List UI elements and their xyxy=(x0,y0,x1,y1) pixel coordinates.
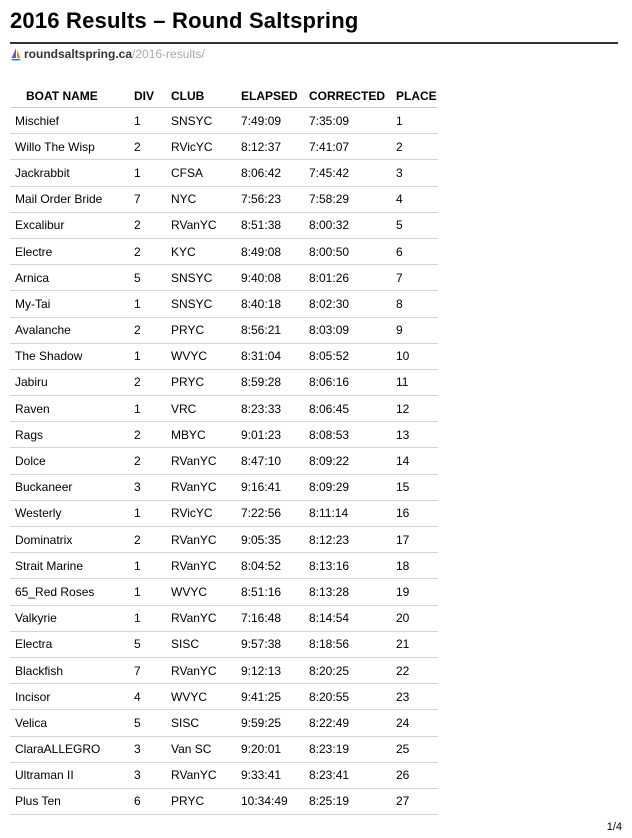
div-cell: 7 xyxy=(129,657,166,683)
boat-name-cell: Dominatrix xyxy=(10,527,129,553)
corrected-cell: 8:22:49 xyxy=(304,710,391,736)
elapsed-cell: 9:01:23 xyxy=(236,422,304,448)
club-cell: WVYC xyxy=(166,579,236,605)
place-cell: 23 xyxy=(391,684,438,710)
table-row xyxy=(10,134,438,160)
corrected-cell: 7:35:09 xyxy=(304,108,391,134)
div-cell: 1 xyxy=(129,579,166,605)
elapsed-cell: 9:59:25 xyxy=(236,710,304,736)
elapsed-cell: 8:59:28 xyxy=(236,369,304,395)
table-row xyxy=(10,160,438,186)
boat-name-cell: Dolce xyxy=(10,448,129,474)
place-cell: 19 xyxy=(391,579,438,605)
corrected-cell: 8:05:52 xyxy=(304,343,391,369)
table-row xyxy=(10,186,438,212)
boat-name-cell: Electre xyxy=(10,238,129,264)
elapsed-cell: 8:12:37 xyxy=(236,134,304,160)
source-path: /2016-results/ xyxy=(132,47,205,61)
div-cell: 3 xyxy=(129,736,166,762)
table-row xyxy=(10,291,438,317)
page-title: 2016 Results – Round Saltspring xyxy=(10,8,359,33)
boat-name-cell: My-Tai xyxy=(10,291,129,317)
elapsed-cell: 7:16:48 xyxy=(236,605,304,631)
elapsed-cell: 8:31:04 xyxy=(236,343,304,369)
column-header-elapsed: ELAPSED xyxy=(236,84,304,108)
boat-name-cell: Incisor xyxy=(10,684,129,710)
column-header-club: CLUB xyxy=(166,84,236,108)
elapsed-cell: 8:56:21 xyxy=(236,317,304,343)
club-cell: CFSA xyxy=(166,160,236,186)
elapsed-cell: 8:06:42 xyxy=(236,160,304,186)
div-cell: 2 xyxy=(129,317,166,343)
div-cell: 6 xyxy=(129,788,166,814)
table-row xyxy=(10,736,438,762)
column-header-corrected: CORRECTED xyxy=(304,84,391,108)
corrected-cell: 8:12:23 xyxy=(304,527,391,553)
boat-name-cell: Plus Ten xyxy=(10,788,129,814)
club-cell: RVanYC xyxy=(166,448,236,474)
table-row xyxy=(10,108,438,134)
table-row xyxy=(10,527,438,553)
corrected-cell: 8:06:16 xyxy=(304,369,391,395)
place-cell: 11 xyxy=(391,369,438,395)
div-cell: 3 xyxy=(129,762,166,788)
corrected-cell: 8:11:14 xyxy=(304,500,391,526)
div-cell: 1 xyxy=(129,396,166,422)
div-cell: 4 xyxy=(129,684,166,710)
div-cell: 1 xyxy=(129,291,166,317)
source-link[interactable] xyxy=(10,47,205,61)
table-row xyxy=(10,762,438,788)
corrected-cell: 8:00:50 xyxy=(304,238,391,264)
place-cell: 5 xyxy=(391,212,438,238)
column-header-boat-name: BOAT NAME xyxy=(10,84,129,108)
corrected-cell: 8:09:29 xyxy=(304,474,391,500)
elapsed-cell: 9:40:08 xyxy=(236,265,304,291)
boat-name-cell: ClaraALLEGRO xyxy=(10,736,129,762)
boat-name-cell: The Shadow xyxy=(10,343,129,369)
place-cell: 4 xyxy=(391,186,438,212)
table-row xyxy=(10,369,438,395)
boat-name-cell: Jabiru xyxy=(10,369,129,395)
place-cell: 24 xyxy=(391,710,438,736)
corrected-cell: 8:13:28 xyxy=(304,579,391,605)
table-row xyxy=(10,396,438,422)
elapsed-cell: 7:22:56 xyxy=(236,500,304,526)
corrected-cell: 8:14:54 xyxy=(304,605,391,631)
place-cell: 26 xyxy=(391,762,438,788)
corrected-cell: 7:45:42 xyxy=(304,160,391,186)
place-cell: 1 xyxy=(391,108,438,134)
place-cell: 3 xyxy=(391,160,438,186)
club-cell: RVanYC xyxy=(166,527,236,553)
elapsed-cell: 10:34:49 xyxy=(236,788,304,814)
title-divider xyxy=(10,42,618,44)
club-cell: RVicYC xyxy=(166,134,236,160)
column-header-div: DIV xyxy=(129,84,166,108)
club-cell: WVYC xyxy=(166,684,236,710)
div-cell: 3 xyxy=(129,474,166,500)
elapsed-cell: 8:47:10 xyxy=(236,448,304,474)
place-cell: 18 xyxy=(391,553,438,579)
club-cell: RVanYC xyxy=(166,605,236,631)
corrected-cell: 7:58:29 xyxy=(304,186,391,212)
corrected-cell: 8:23:41 xyxy=(304,762,391,788)
corrected-cell: 8:03:09 xyxy=(304,317,391,343)
corrected-cell: 8:01:26 xyxy=(304,265,391,291)
div-cell: 2 xyxy=(129,134,166,160)
club-cell: PRYC xyxy=(166,369,236,395)
place-cell: 14 xyxy=(391,448,438,474)
table-row xyxy=(10,657,438,683)
div-cell: 2 xyxy=(129,238,166,264)
table-row xyxy=(10,710,438,736)
page-number: 1/4 xyxy=(606,821,622,833)
boat-name-cell: Excalibur xyxy=(10,212,129,238)
club-cell: PRYC xyxy=(166,788,236,814)
div-cell: 5 xyxy=(129,710,166,736)
boat-name-cell: Westerly xyxy=(10,500,129,526)
corrected-cell: 7:41:07 xyxy=(304,134,391,160)
elapsed-cell: 7:56:23 xyxy=(236,186,304,212)
club-cell: RVanYC xyxy=(166,553,236,579)
boat-name-cell: Willo The Wisp xyxy=(10,134,129,160)
div-cell: 5 xyxy=(129,631,166,657)
div-cell: 1 xyxy=(129,108,166,134)
place-cell: 27 xyxy=(391,788,438,814)
boat-name-cell: Rags xyxy=(10,422,129,448)
elapsed-cell: 8:49:08 xyxy=(236,238,304,264)
club-cell: PRYC xyxy=(166,317,236,343)
elapsed-cell: 7:49:09 xyxy=(236,108,304,134)
elapsed-cell: 8:51:38 xyxy=(236,212,304,238)
table-row xyxy=(10,317,438,343)
place-cell: 21 xyxy=(391,631,438,657)
corrected-cell: 8:13:16 xyxy=(304,553,391,579)
place-cell: 7 xyxy=(391,265,438,291)
place-cell: 10 xyxy=(391,343,438,369)
div-cell: 2 xyxy=(129,212,166,238)
club-cell: RVanYC xyxy=(166,657,236,683)
club-cell: NYC xyxy=(166,186,236,212)
div-cell: 2 xyxy=(129,422,166,448)
div-cell: 7 xyxy=(129,186,166,212)
club-cell: SNSYC xyxy=(166,265,236,291)
table-row xyxy=(10,605,438,631)
table-row xyxy=(10,238,438,264)
elapsed-cell: 9:12:13 xyxy=(236,657,304,683)
club-cell: KYC xyxy=(166,238,236,264)
club-cell: RVanYC xyxy=(166,212,236,238)
club-cell: SNSYC xyxy=(166,108,236,134)
table-row xyxy=(10,788,438,814)
div-cell: 1 xyxy=(129,343,166,369)
boat-name-cell: Raven xyxy=(10,396,129,422)
table-row xyxy=(10,448,438,474)
boat-name-cell: Avalanche xyxy=(10,317,129,343)
boat-name-cell: Electra xyxy=(10,631,129,657)
table-row xyxy=(10,343,438,369)
table-row xyxy=(10,212,438,238)
table-row xyxy=(10,684,438,710)
place-cell: 13 xyxy=(391,422,438,448)
corrected-cell: 8:20:55 xyxy=(304,684,391,710)
place-cell: 25 xyxy=(391,736,438,762)
place-cell: 16 xyxy=(391,500,438,526)
column-header-place: PLACE xyxy=(391,84,438,108)
corrected-cell: 8:09:22 xyxy=(304,448,391,474)
club-cell: VRC xyxy=(166,396,236,422)
boat-name-cell: Mail Order Bride xyxy=(10,186,129,212)
div-cell: 2 xyxy=(129,527,166,553)
table-header-row xyxy=(10,84,438,108)
boat-name-cell: 65_Red Roses xyxy=(10,579,129,605)
results-body xyxy=(10,108,438,815)
corrected-cell: 8:23:19 xyxy=(304,736,391,762)
corrected-cell: 8:02:30 xyxy=(304,291,391,317)
source-domain: roundsaltspring.ca xyxy=(24,47,133,61)
div-cell: 1 xyxy=(129,500,166,526)
corrected-cell: 8:20:25 xyxy=(304,657,391,683)
corrected-cell: 8:08:53 xyxy=(304,422,391,448)
table-row xyxy=(10,579,438,605)
elapsed-cell: 8:40:18 xyxy=(236,291,304,317)
elapsed-cell: 8:23:33 xyxy=(236,396,304,422)
results-table xyxy=(10,84,438,815)
div-cell: 1 xyxy=(129,605,166,631)
club-cell: MBYC xyxy=(166,422,236,448)
table-row xyxy=(10,422,438,448)
elapsed-cell: 9:41:25 xyxy=(236,684,304,710)
boat-name-cell: Velica xyxy=(10,710,129,736)
place-cell: 20 xyxy=(391,605,438,631)
boat-name-cell: Blackfish xyxy=(10,657,129,683)
elapsed-cell: 9:05:35 xyxy=(236,527,304,553)
boat-name-cell: Arnica xyxy=(10,265,129,291)
club-cell: Van SC xyxy=(166,736,236,762)
place-cell: 6 xyxy=(391,238,438,264)
club-cell: SISC xyxy=(166,710,236,736)
table-row xyxy=(10,553,438,579)
place-cell: 22 xyxy=(391,657,438,683)
place-cell: 9 xyxy=(391,317,438,343)
table-row xyxy=(10,474,438,500)
elapsed-cell: 8:51:16 xyxy=(236,579,304,605)
club-cell: RVanYC xyxy=(166,762,236,788)
corrected-cell: 8:06:45 xyxy=(304,396,391,422)
place-cell: 2 xyxy=(391,134,438,160)
div-cell: 2 xyxy=(129,448,166,474)
elapsed-cell: 9:16:41 xyxy=(236,474,304,500)
table-row xyxy=(10,500,438,526)
place-cell: 15 xyxy=(391,474,438,500)
elapsed-cell: 9:20:01 xyxy=(236,736,304,762)
corrected-cell: 8:18:56 xyxy=(304,631,391,657)
elapsed-cell: 8:04:52 xyxy=(236,553,304,579)
boat-name-cell: Jackrabbit xyxy=(10,160,129,186)
place-cell: 8 xyxy=(391,291,438,317)
club-cell: SNSYC xyxy=(166,291,236,317)
elapsed-cell: 9:33:41 xyxy=(236,762,304,788)
boat-name-cell: Valkyrie xyxy=(10,605,129,631)
table-row xyxy=(10,631,438,657)
place-cell: 17 xyxy=(391,527,438,553)
div-cell: 1 xyxy=(129,160,166,186)
div-cell: 5 xyxy=(129,265,166,291)
club-cell: SISC xyxy=(166,631,236,657)
club-cell: RVanYC xyxy=(166,474,236,500)
boat-name-cell: Ultraman II xyxy=(10,762,129,788)
boat-name-cell: Buckaneer xyxy=(10,474,129,500)
corrected-cell: 8:25:19 xyxy=(304,788,391,814)
elapsed-cell: 9:57:38 xyxy=(236,631,304,657)
corrected-cell: 8:00:32 xyxy=(304,212,391,238)
div-cell: 1 xyxy=(129,553,166,579)
table-row xyxy=(10,265,438,291)
boat-name-cell: Mischief xyxy=(10,108,129,134)
place-cell: 12 xyxy=(391,396,438,422)
club-cell: RVicYC xyxy=(166,500,236,526)
club-cell: WVYC xyxy=(166,343,236,369)
boat-name-cell: Strait Marine xyxy=(10,553,129,579)
div-cell: 2 xyxy=(129,369,166,395)
sailboat-icon xyxy=(10,47,22,61)
